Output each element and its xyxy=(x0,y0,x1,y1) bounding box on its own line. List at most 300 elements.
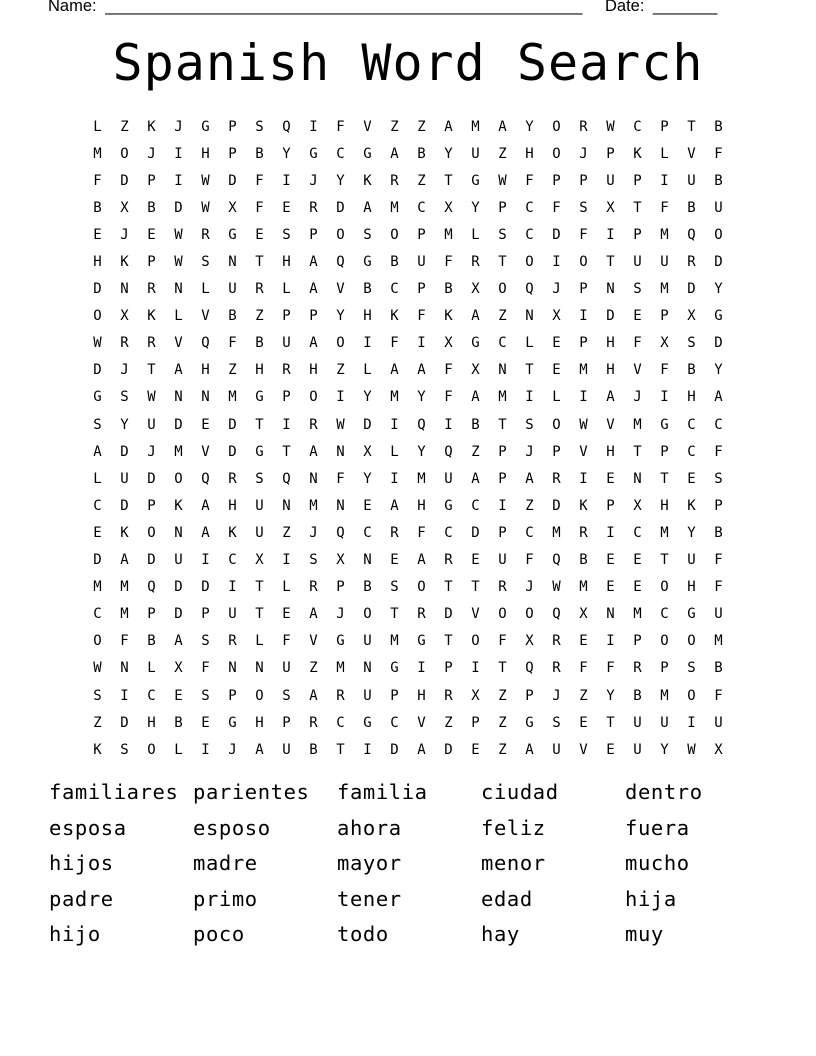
grid-letter[interactable]: N xyxy=(336,497,345,514)
grid-letter[interactable]: U xyxy=(606,172,615,189)
grid-letter[interactable]: D xyxy=(444,741,453,758)
grid-letter[interactable]: L xyxy=(282,579,291,596)
grid-letter[interactable]: P xyxy=(498,524,507,541)
grid-letter[interactable]: O xyxy=(687,633,696,650)
grid-letter[interactable]: G xyxy=(228,714,237,731)
grid-letter[interactable]: E xyxy=(201,714,210,731)
grid-letter[interactable]: E xyxy=(390,552,399,569)
grid-letter[interactable]: B xyxy=(687,199,696,216)
grid-letter[interactable]: P xyxy=(606,497,615,514)
grid-letter[interactable]: G xyxy=(444,497,453,514)
grid-letter[interactable]: M xyxy=(93,145,102,162)
grid-letter[interactable]: Y xyxy=(687,524,696,541)
grid-letter[interactable]: H xyxy=(201,145,210,162)
grid-letter[interactable]: M xyxy=(633,606,642,623)
grid-letter[interactable]: T xyxy=(255,416,264,433)
grid-letter[interactable]: L xyxy=(93,470,102,487)
grid-letter[interactable]: U xyxy=(120,470,129,487)
grid-letter[interactable]: D xyxy=(714,335,723,352)
grid-letter[interactable]: L xyxy=(174,741,183,758)
grid-letter[interactable]: U xyxy=(471,145,480,162)
grid-letter[interactable]: Q xyxy=(417,416,426,433)
grid-letter[interactable]: G xyxy=(687,606,696,623)
grid-letter[interactable]: Y xyxy=(660,741,669,758)
grid-letter[interactable]: V xyxy=(687,145,696,162)
grid-letter[interactable]: P xyxy=(660,660,669,677)
grid-letter[interactable]: D xyxy=(228,443,237,460)
grid-letter[interactable]: I xyxy=(660,389,669,406)
grid-letter[interactable]: V xyxy=(579,741,588,758)
grid-letter[interactable]: T xyxy=(255,606,264,623)
grid-letter[interactable]: A xyxy=(471,389,480,406)
grid-letter[interactable]: A xyxy=(120,552,129,569)
grid-letter[interactable]: I xyxy=(201,741,210,758)
grid-letter[interactable]: U xyxy=(363,687,372,704)
grid-letter[interactable]: M xyxy=(336,660,345,677)
grid-letter[interactable]: I xyxy=(579,389,588,406)
grid-letter[interactable]: O xyxy=(174,470,183,487)
grid-letter[interactable]: T xyxy=(660,470,669,487)
grid-letter[interactable]: X xyxy=(174,660,183,677)
grid-letter[interactable]: P xyxy=(579,335,588,352)
grid-letter[interactable]: G xyxy=(363,145,372,162)
grid-letter[interactable]: S xyxy=(552,714,561,731)
grid-letter[interactable]: Z xyxy=(498,687,507,704)
grid-letter[interactable]: Z xyxy=(120,118,129,135)
grid-letter[interactable]: C xyxy=(525,199,534,216)
grid-letter[interactable]: G xyxy=(201,118,210,135)
grid-letter[interactable]: A xyxy=(390,145,399,162)
grid-letter[interactable]: P xyxy=(633,633,642,650)
grid-letter[interactable]: E xyxy=(93,226,102,243)
grid-letter[interactable]: G xyxy=(417,633,426,650)
grid-letter[interactable]: O xyxy=(471,633,480,650)
grid-letter[interactable]: W xyxy=(606,118,615,135)
grid-letter[interactable]: A xyxy=(498,118,507,135)
grid-letter[interactable]: R xyxy=(336,687,345,704)
grid-letter[interactable]: O xyxy=(255,687,264,704)
name-field[interactable]: ____________________________________________________ xyxy=(105,0,583,15)
grid-letter[interactable]: O xyxy=(525,254,534,271)
grid-letter[interactable]: P xyxy=(552,443,561,460)
grid-letter[interactable]: L xyxy=(93,118,102,135)
grid-letter[interactable]: J xyxy=(525,443,534,460)
grid-letter[interactable]: X xyxy=(471,362,480,379)
grid-letter[interactable]: G xyxy=(390,660,399,677)
grid-letter[interactable]: H xyxy=(228,497,237,514)
grid-letter[interactable]: Z xyxy=(93,714,102,731)
grid-letter[interactable]: I xyxy=(282,416,291,433)
grid-letter[interactable]: G xyxy=(471,172,480,189)
grid-letter[interactable]: E xyxy=(606,552,615,569)
grid-letter[interactable]: U xyxy=(714,606,723,623)
grid-letter[interactable]: A xyxy=(174,633,183,650)
grid-letter[interactable]: S xyxy=(687,335,696,352)
grid-letter[interactable]: D xyxy=(228,172,237,189)
grid-letter[interactable]: X xyxy=(228,199,237,216)
grid-letter[interactable]: T xyxy=(498,416,507,433)
grid-letter[interactable]: B xyxy=(417,145,426,162)
grid-letter[interactable]: Y xyxy=(417,389,426,406)
grid-letter[interactable]: U xyxy=(147,416,156,433)
grid-letter[interactable]: J xyxy=(120,362,129,379)
grid-letter[interactable]: H xyxy=(309,362,318,379)
grid-letter[interactable]: X xyxy=(471,687,480,704)
grid-letter[interactable]: C xyxy=(525,226,534,243)
grid-letter[interactable]: Z xyxy=(444,714,453,731)
grid-letter[interactable]: D xyxy=(444,606,453,623)
grid-letter[interactable]: Q xyxy=(336,524,345,541)
grid-letter[interactable]: D xyxy=(174,606,183,623)
grid-letter[interactable]: Z xyxy=(471,443,480,460)
grid-letter[interactable]: D xyxy=(606,308,615,325)
grid-letter[interactable]: M xyxy=(120,606,129,623)
grid-letter[interactable]: P xyxy=(579,281,588,298)
grid-letter[interactable]: T xyxy=(660,552,669,569)
grid-letter[interactable]: W xyxy=(579,416,588,433)
grid-letter[interactable]: I xyxy=(282,172,291,189)
grid-letter[interactable]: I xyxy=(444,416,453,433)
grid-letter[interactable]: A xyxy=(309,254,318,271)
grid-letter[interactable]: I xyxy=(417,660,426,677)
grid-letter[interactable]: N xyxy=(633,470,642,487)
grid-letter[interactable]: H xyxy=(417,497,426,514)
grid-letter[interactable]: Q xyxy=(687,226,696,243)
grid-letter[interactable]: M xyxy=(660,524,669,541)
grid-letter[interactable]: G xyxy=(255,389,264,406)
grid-letter[interactable]: S xyxy=(201,687,210,704)
grid-letter[interactable]: E xyxy=(552,335,561,352)
grid-letter[interactable]: V xyxy=(174,335,183,352)
grid-letter[interactable]: I xyxy=(606,524,615,541)
grid-letter[interactable]: M xyxy=(471,118,480,135)
grid-letter[interactable]: J xyxy=(552,687,561,704)
grid-letter[interactable]: F xyxy=(714,145,723,162)
grid-letter[interactable]: L xyxy=(660,145,669,162)
grid-letter[interactable]: U xyxy=(498,552,507,569)
grid-letter[interactable]: P xyxy=(417,226,426,243)
grid-letter[interactable]: X xyxy=(633,497,642,514)
grid-letter[interactable]: O xyxy=(336,226,345,243)
grid-letter[interactable]: B xyxy=(687,362,696,379)
grid-letter[interactable]: M xyxy=(228,389,237,406)
grid-letter[interactable]: T xyxy=(606,714,615,731)
grid-letter[interactable]: Z xyxy=(579,687,588,704)
grid-letter[interactable]: S xyxy=(282,226,291,243)
grid-letter[interactable]: P xyxy=(552,172,561,189)
grid-letter[interactable]: M xyxy=(390,199,399,216)
grid-letter[interactable]: U xyxy=(255,524,264,541)
grid-letter[interactable]: B xyxy=(579,552,588,569)
grid-letter[interactable]: N xyxy=(120,660,129,677)
grid-letter[interactable]: Y xyxy=(606,687,615,704)
grid-letter[interactable]: E xyxy=(282,606,291,623)
grid-letter[interactable]: N xyxy=(255,660,264,677)
grid-letter[interactable]: B xyxy=(363,579,372,596)
grid-letter[interactable]: D xyxy=(120,714,129,731)
grid-letter[interactable]: U xyxy=(282,741,291,758)
grid-letter[interactable]: A xyxy=(255,741,264,758)
grid-letter[interactable]: K xyxy=(687,497,696,514)
grid-letter[interactable]: K xyxy=(444,308,453,325)
grid-letter[interactable]: R xyxy=(147,335,156,352)
grid-letter[interactable]: P xyxy=(660,308,669,325)
grid-letter[interactable]: P xyxy=(660,118,669,135)
grid-letter[interactable]: D xyxy=(174,416,183,433)
grid-letter[interactable]: I xyxy=(606,226,615,243)
grid-letter[interactable]: K xyxy=(579,497,588,514)
grid-letter[interactable]: D xyxy=(120,172,129,189)
grid-letter[interactable]: T xyxy=(336,741,345,758)
grid-letter[interactable]: F xyxy=(498,633,507,650)
grid-letter[interactable]: S xyxy=(255,118,264,135)
grid-letter[interactable]: R xyxy=(309,714,318,731)
grid-letter[interactable]: K xyxy=(363,172,372,189)
grid-letter[interactable]: S xyxy=(282,687,291,704)
grid-letter[interactable]: A xyxy=(201,524,210,541)
grid-letter[interactable]: R xyxy=(552,660,561,677)
grid-letter[interactable]: Q xyxy=(444,443,453,460)
grid-letter[interactable]: B xyxy=(255,145,264,162)
grid-letter[interactable]: H xyxy=(255,714,264,731)
grid-letter[interactable]: J xyxy=(336,606,345,623)
grid-letter[interactable]: Z xyxy=(417,172,426,189)
grid-letter[interactable]: R xyxy=(552,470,561,487)
grid-letter[interactable]: N xyxy=(363,552,372,569)
grid-letter[interactable]: I xyxy=(120,687,129,704)
grid-letter[interactable]: A xyxy=(417,362,426,379)
grid-letter[interactable]: O xyxy=(147,741,156,758)
grid-letter[interactable]: K xyxy=(120,254,129,271)
grid-letter[interactable]: V xyxy=(201,443,210,460)
grid-letter[interactable]: R xyxy=(147,281,156,298)
grid-letter[interactable]: N xyxy=(174,389,183,406)
grid-letter[interactable]: A xyxy=(525,741,534,758)
grid-letter[interactable]: J xyxy=(579,145,588,162)
grid-letter[interactable]: J xyxy=(525,579,534,596)
grid-letter[interactable]: D xyxy=(120,443,129,460)
grid-letter[interactable]: Y xyxy=(363,470,372,487)
grid-letter[interactable]: X xyxy=(660,335,669,352)
grid-letter[interactable]: R xyxy=(633,660,642,677)
grid-letter[interactable]: U xyxy=(363,633,372,650)
grid-letter[interactable]: A xyxy=(471,308,480,325)
grid-letter[interactable]: G xyxy=(525,714,534,731)
grid-letter[interactable]: R xyxy=(228,633,237,650)
grid-letter[interactable]: P xyxy=(147,254,156,271)
grid-letter[interactable]: C xyxy=(390,714,399,731)
grid-letter[interactable]: C xyxy=(228,552,237,569)
grid-letter[interactable]: A xyxy=(471,470,480,487)
grid-letter[interactable]: X xyxy=(336,552,345,569)
grid-letter[interactable]: P xyxy=(606,145,615,162)
grid-letter[interactable]: Z xyxy=(498,308,507,325)
grid-letter[interactable]: H xyxy=(363,308,372,325)
grid-letter[interactable]: B xyxy=(471,416,480,433)
grid-letter[interactable]: I xyxy=(228,579,237,596)
grid-letter[interactable]: L xyxy=(255,633,264,650)
grid-letter[interactable]: S xyxy=(579,199,588,216)
grid-letter[interactable]: P xyxy=(444,660,453,677)
grid-letter[interactable]: A xyxy=(309,443,318,460)
grid-letter[interactable]: G xyxy=(309,145,318,162)
grid-letter[interactable]: R xyxy=(120,335,129,352)
grid-letter[interactable]: V xyxy=(201,308,210,325)
grid-letter[interactable]: U xyxy=(660,254,669,271)
grid-letter[interactable]: C xyxy=(633,118,642,135)
grid-letter[interactable]: P xyxy=(282,389,291,406)
grid-letter[interactable]: C xyxy=(417,199,426,216)
grid-letter[interactable]: A xyxy=(525,470,534,487)
grid-letter[interactable]: H xyxy=(201,362,210,379)
grid-letter[interactable]: L xyxy=(390,443,399,460)
grid-letter[interactable]: C xyxy=(633,524,642,541)
grid-letter[interactable]: G xyxy=(714,308,723,325)
grid-letter[interactable]: W xyxy=(498,172,507,189)
grid-letter[interactable]: G xyxy=(228,226,237,243)
grid-letter[interactable]: O xyxy=(93,308,102,325)
grid-letter[interactable]: E xyxy=(147,226,156,243)
grid-letter[interactable]: O xyxy=(417,579,426,596)
grid-letter[interactable]: C xyxy=(687,443,696,460)
grid-letter[interactable]: R xyxy=(390,172,399,189)
grid-letter[interactable]: Q xyxy=(201,470,210,487)
grid-letter[interactable]: F xyxy=(444,254,453,271)
grid-letter[interactable]: D xyxy=(390,741,399,758)
grid-letter[interactable]: N xyxy=(606,606,615,623)
grid-letter[interactable]: L xyxy=(363,362,372,379)
grid-letter[interactable]: O xyxy=(498,606,507,623)
grid-letter[interactable]: P xyxy=(147,172,156,189)
grid-letter[interactable]: R xyxy=(444,552,453,569)
grid-letter[interactable]: T xyxy=(498,254,507,271)
grid-letter[interactable]: I xyxy=(282,552,291,569)
grid-letter[interactable]: B xyxy=(93,199,102,216)
grid-letter[interactable]: S xyxy=(363,226,372,243)
grid-letter[interactable]: E xyxy=(201,416,210,433)
grid-letter[interactable]: N xyxy=(336,443,345,460)
grid-letter[interactable]: P xyxy=(471,714,480,731)
grid-letter[interactable]: O xyxy=(714,226,723,243)
grid-letter[interactable]: I xyxy=(174,145,183,162)
grid-letter[interactable]: S xyxy=(714,470,723,487)
grid-letter[interactable]: Z xyxy=(498,145,507,162)
grid-letter[interactable]: E xyxy=(633,552,642,569)
grid-letter[interactable]: C xyxy=(498,335,507,352)
grid-letter[interactable]: Y xyxy=(417,443,426,460)
grid-letter[interactable]: E xyxy=(633,579,642,596)
grid-letter[interactable]: J xyxy=(309,524,318,541)
grid-letter[interactable]: U xyxy=(714,199,723,216)
grid-letter[interactable]: F xyxy=(417,308,426,325)
grid-letter[interactable]: S xyxy=(201,254,210,271)
grid-letter[interactable]: E xyxy=(579,633,588,650)
grid-letter[interactable]: R xyxy=(579,118,588,135)
grid-letter[interactable]: E xyxy=(552,362,561,379)
grid-letter[interactable]: C xyxy=(714,416,723,433)
grid-letter[interactable]: I xyxy=(363,335,372,352)
grid-letter[interactable]: O xyxy=(525,606,534,623)
grid-letter[interactable]: P xyxy=(228,145,237,162)
grid-letter[interactable]: M xyxy=(660,226,669,243)
grid-letter[interactable]: B xyxy=(309,741,318,758)
grid-letter[interactable]: H xyxy=(417,687,426,704)
grid-letter[interactable]: L xyxy=(525,335,534,352)
grid-letter[interactable]: C xyxy=(525,524,534,541)
grid-letter[interactable]: M xyxy=(633,416,642,433)
grid-letter[interactable]: F xyxy=(201,660,210,677)
grid-letter[interactable]: J xyxy=(120,226,129,243)
grid-letter[interactable]: T xyxy=(471,579,480,596)
grid-letter[interactable]: D xyxy=(93,362,102,379)
grid-letter[interactable]: P xyxy=(633,226,642,243)
grid-letter[interactable]: X xyxy=(444,199,453,216)
grid-letter[interactable]: G xyxy=(336,633,345,650)
grid-letter[interactable]: O xyxy=(363,606,372,623)
grid-letter[interactable]: M xyxy=(417,470,426,487)
grid-letter[interactable]: Y xyxy=(282,145,291,162)
grid-letter[interactable]: D xyxy=(471,524,480,541)
grid-letter[interactable]: X xyxy=(687,308,696,325)
grid-letter[interactable]: Q xyxy=(525,281,534,298)
grid-letter[interactable]: O xyxy=(660,633,669,650)
grid-letter[interactable]: N xyxy=(120,281,129,298)
grid-letter[interactable]: T xyxy=(444,633,453,650)
grid-letter[interactable]: E xyxy=(471,741,480,758)
grid-letter[interactable]: H xyxy=(282,254,291,271)
grid-letter[interactable]: U xyxy=(444,470,453,487)
grid-letter[interactable]: R xyxy=(471,254,480,271)
grid-letter[interactable]: V xyxy=(417,714,426,731)
grid-letter[interactable]: Z xyxy=(228,362,237,379)
grid-letter[interactable]: L xyxy=(552,389,561,406)
grid-letter[interactable]: Z xyxy=(498,741,507,758)
grid-letter[interactable]: Q xyxy=(201,335,210,352)
grid-letter[interactable]: M xyxy=(444,226,453,243)
grid-letter[interactable]: U xyxy=(174,552,183,569)
grid-letter[interactable]: U xyxy=(633,714,642,731)
grid-letter[interactable]: H xyxy=(606,362,615,379)
grid-letter[interactable]: W xyxy=(93,335,102,352)
grid-letter[interactable]: V xyxy=(579,443,588,460)
grid-letter[interactable]: O xyxy=(309,389,318,406)
grid-letter[interactable]: K xyxy=(174,497,183,514)
grid-letter[interactable]: M xyxy=(174,443,183,460)
grid-letter[interactable]: E xyxy=(606,579,615,596)
grid-letter[interactable]: W xyxy=(552,579,561,596)
grid-letter[interactable]: M xyxy=(579,579,588,596)
grid-letter[interactable]: E xyxy=(282,199,291,216)
grid-letter[interactable]: I xyxy=(687,714,696,731)
grid-letter[interactable]: T xyxy=(255,579,264,596)
grid-letter[interactable]: R xyxy=(498,579,507,596)
grid-letter[interactable]: I xyxy=(363,741,372,758)
grid-letter[interactable]: I xyxy=(579,308,588,325)
grid-letter[interactable]: I xyxy=(579,470,588,487)
grid-letter[interactable]: K xyxy=(147,118,156,135)
grid-letter[interactable]: B xyxy=(147,199,156,216)
grid-letter[interactable]: O xyxy=(147,524,156,541)
grid-letter[interactable]: Z xyxy=(417,118,426,135)
grid-letter[interactable]: Q xyxy=(552,606,561,623)
grid-letter[interactable]: C xyxy=(660,606,669,623)
grid-letter[interactable]: Z xyxy=(336,362,345,379)
grid-letter[interactable]: T xyxy=(687,118,696,135)
grid-letter[interactable]: D xyxy=(363,416,372,433)
grid-letter[interactable]: B xyxy=(714,118,723,135)
grid-letter[interactable]: M xyxy=(93,579,102,596)
grid-letter[interactable]: R xyxy=(201,226,210,243)
